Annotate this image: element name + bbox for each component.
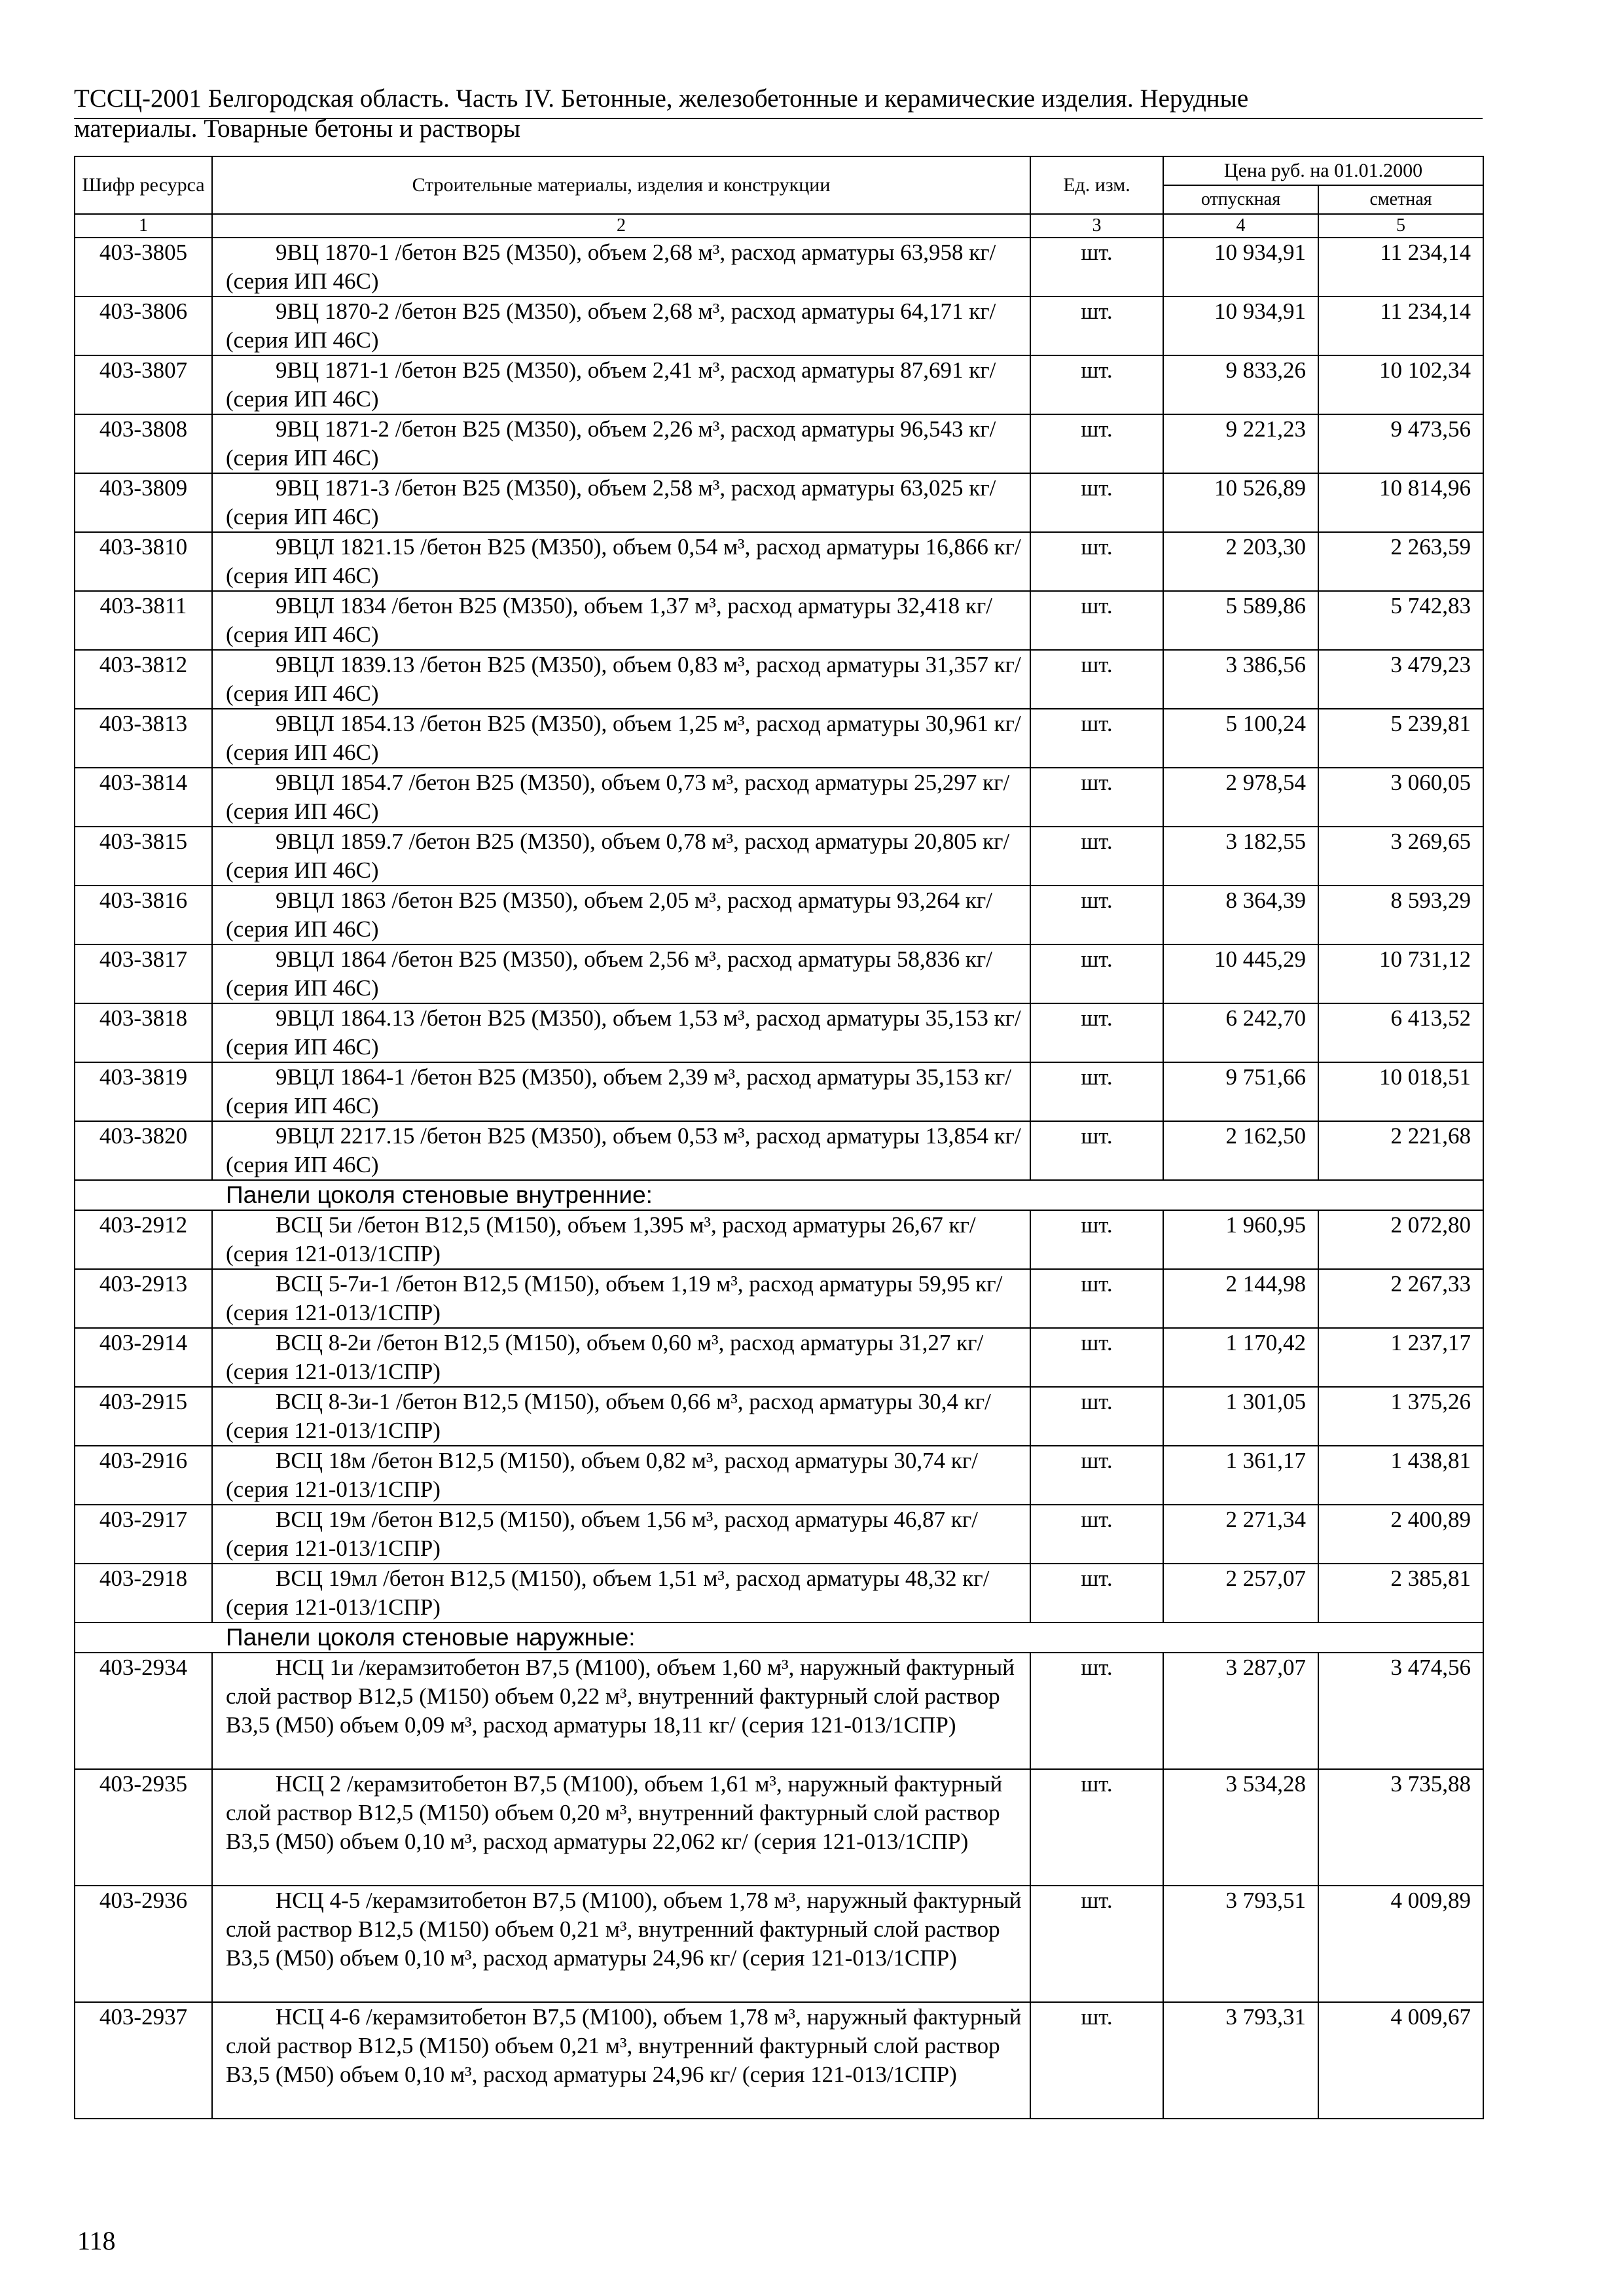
table-row [75, 1003, 1483, 1062]
estimate-price: 3 474,56 [1318, 1653, 1483, 1769]
table-row [75, 238, 1483, 296]
table-row [75, 414, 1483, 473]
resource-description: ВСЦ 18м /бетон В12,5 (М150), объем 0,82 м³, расход арматуры 30,74 кг/ (серия 121-013/1СПР) [212, 1446, 1030, 1505]
header-release-price: отпускная [1163, 185, 1318, 214]
table-row [75, 944, 1483, 1003]
estimate-price: 2 072,80 [1318, 1210, 1483, 1269]
resource-code: 403-3805 [75, 238, 212, 296]
resource-description: НСЦ 4-5 /керамзитобетон В7,5 (М100), объем 1,78 м³, наружный фактурный слой раствор В12,5 (М150) объем 0,21 м³, внутренний фактурный слой раствор В3,5 (М50) объем 0,10 м³, расход арматуры 24,96 кг/ (серия 121-013/1СПР) [212, 1886, 1030, 2002]
resource-code: 403-2916 [75, 1446, 212, 1505]
release-price: 3 386,56 [1163, 650, 1318, 709]
resource-code: 403-3816 [75, 886, 212, 944]
unit-of-measure: шт. [1030, 650, 1163, 709]
resource-description: 9ВЦ 1870-1 /бетон В25 (М350), объем 2,68 м³, расход арматуры 63,958 кг/ (серия ИП 46С) [212, 238, 1030, 296]
section-heading-row [75, 1623, 1483, 1653]
estimate-price: 4 009,67 [1318, 2002, 1483, 2119]
resource-description: ВСЦ 8-2и /бетон В12,5 (М150), объем 0,60 м³, расход арматуры 31,27 кг/ (серия 121-013/1СПР) [212, 1328, 1030, 1387]
document-title [74, 84, 1481, 144]
unit-of-measure: шт. [1030, 296, 1163, 355]
resource-code: 403-3808 [75, 414, 212, 473]
resource-description: НСЦ 2 /керамзитобетон В7,5 (М100), объем 1,61 м³, наружный фактурный слой раствор В12,5 (М150) объем 0,20 м³, внутренний фактурный слой раствор В3,5 (М50) объем 0,10 м³, расход арматуры 22,062 кг/ (серия 121-013/1СПР) [212, 1769, 1030, 1886]
unit-of-measure: шт. [1030, 532, 1163, 591]
section-heading: Панели цоколя стеновые наружные: [75, 1623, 1483, 1653]
column-number-row [75, 214, 1483, 238]
table-row [75, 591, 1483, 650]
title-rule [74, 118, 1483, 119]
release-price: 8 364,39 [1163, 886, 1318, 944]
estimate-price: 1 375,26 [1318, 1387, 1483, 1446]
resource-code: 403-3817 [75, 944, 212, 1003]
resource-description: 9ВЦЛ 1834 /бетон В25 (М350), объем 1,37 м³, расход арматуры 32,418 кг/ (серия ИП 46С) [212, 591, 1030, 650]
unit-of-measure: шт. [1030, 238, 1163, 296]
table-row [75, 1446, 1483, 1505]
section-heading: Панели цоколя стеновые внутренние: [75, 1180, 1483, 1210]
resource-code: 403-2917 [75, 1505, 212, 1564]
resource-code: 403-3811 [75, 591, 212, 650]
estimate-price: 2 263,59 [1318, 532, 1483, 591]
resource-code: 403-2918 [75, 1564, 212, 1623]
unit-of-measure: шт. [1030, 355, 1163, 414]
unit-of-measure: шт. [1030, 1653, 1163, 1769]
header-unit: Ед. изм. [1030, 156, 1163, 214]
release-price: 9 751,66 [1163, 1062, 1318, 1121]
resource-code: 403-3818 [75, 1003, 212, 1062]
estimate-price: 6 413,52 [1318, 1003, 1483, 1062]
table-row [75, 355, 1483, 414]
estimate-price: 2 385,81 [1318, 1564, 1483, 1623]
unit-of-measure: шт. [1030, 1446, 1163, 1505]
release-price: 3 793,51 [1163, 1886, 1318, 2002]
estimate-price: 3 060,05 [1318, 768, 1483, 827]
resource-description: 9ВЦЛ 1859.7 /бетон В25 (М350), объем 0,78 м³, расход арматуры 20,805 кг/ (серия ИП 46С) [212, 827, 1030, 886]
unit-of-measure: шт. [1030, 709, 1163, 768]
unit-of-measure: шт. [1030, 1121, 1163, 1180]
unit-of-measure: шт. [1030, 1328, 1163, 1387]
unit-of-measure: шт. [1030, 591, 1163, 650]
resource-description: 9ВЦЛ 1863 /бетон В25 (М350), объем 2,05 м³, расход арматуры 93,264 кг/ (серия ИП 46С) [212, 886, 1030, 944]
resource-description: 9ВЦ 1871-2 /бетон В25 (М350), объем 2,26 м³, расход арматуры 96,543 кг/ (серия ИП 46С) [212, 414, 1030, 473]
resource-description: НСЦ 1и /керамзитобетон В7,5 (М100), объем 1,60 м³, наружный фактурный слой раствор В12,5 (М150) объем 0,22 м³, внутренний фактурный слой раствор В3,5 (М50) объем 0,09 м³, расход арматуры 18,11 кг/ (серия 121-013/1СПР) [212, 1653, 1030, 1769]
column-number: 4 [1163, 214, 1318, 238]
release-price: 3 793,31 [1163, 2002, 1318, 2119]
unit-of-measure: шт. [1030, 1003, 1163, 1062]
resource-description: 9ВЦЛ 2217.15 /бетон В25 (М350), объем 0,53 м³, расход арматуры 13,854 кг/ (серия ИП 46С) [212, 1121, 1030, 1180]
release-price: 5 100,24 [1163, 709, 1318, 768]
resource-description: 9ВЦ 1870-2 /бетон В25 (М350), объем 2,68 м³, расход арматуры 64,171 кг/ (серия ИП 46С) [212, 296, 1030, 355]
resource-code: 403-2937 [75, 2002, 212, 2119]
column-number: 5 [1318, 214, 1483, 238]
resource-description: ВСЦ 5-7и-1 /бетон В12,5 (М150), объем 1,19 м³, расход арматуры 59,95 кг/ (серия 121-013/1СПР) [212, 1269, 1030, 1328]
unit-of-measure: шт. [1030, 827, 1163, 886]
estimate-price: 10 731,12 [1318, 944, 1483, 1003]
estimate-price: 1 438,81 [1318, 1446, 1483, 1505]
release-price: 3 182,55 [1163, 827, 1318, 886]
estimate-price: 4 009,89 [1318, 1886, 1483, 2002]
table-row [75, 1062, 1483, 1121]
estimate-price: 5 742,83 [1318, 591, 1483, 650]
resource-description: 9ВЦЛ 1854.7 /бетон В25 (М350), объем 0,73 м³, расход арматуры 25,297 кг/ (серия ИП 46С) [212, 768, 1030, 827]
table-row [75, 1387, 1483, 1446]
estimate-price: 9 473,56 [1318, 414, 1483, 473]
table-row [75, 886, 1483, 944]
release-price: 2 162,50 [1163, 1121, 1318, 1180]
resource-code: 403-2934 [75, 1653, 212, 1769]
unit-of-measure: шт. [1030, 1505, 1163, 1564]
resource-code: 403-2935 [75, 1769, 212, 1886]
table-row [75, 650, 1483, 709]
release-price: 9 221,23 [1163, 414, 1318, 473]
release-price: 10 934,91 [1163, 238, 1318, 296]
document-title-line-2: материалы. Товарные бетоны и растворы [74, 115, 521, 143]
release-price: 5 589,86 [1163, 591, 1318, 650]
resource-code: 403-2914 [75, 1328, 212, 1387]
column-number: 2 [212, 214, 1030, 238]
table-row [75, 1653, 1483, 1769]
unit-of-measure: шт. [1030, 1269, 1163, 1328]
resource-code: 403-3806 [75, 296, 212, 355]
resource-description: ВСЦ 5и /бетон В12,5 (М150), объем 1,395 м³, расход арматуры 26,67 кг/ (серия 121-013/1СПР) [212, 1210, 1030, 1269]
release-price: 2 144,98 [1163, 1269, 1318, 1328]
resource-code: 403-2913 [75, 1269, 212, 1328]
release-price: 2 978,54 [1163, 768, 1318, 827]
release-price: 2 271,34 [1163, 1505, 1318, 1564]
release-price: 10 934,91 [1163, 296, 1318, 355]
estimate-price: 11 234,14 [1318, 238, 1483, 296]
table-row [75, 768, 1483, 827]
estimate-price: 10 102,34 [1318, 355, 1483, 414]
unit-of-measure: шт. [1030, 886, 1163, 944]
table-row [75, 1210, 1483, 1269]
release-price: 1 361,17 [1163, 1446, 1318, 1505]
unit-of-measure: шт. [1030, 1769, 1163, 1886]
release-price: 1 960,95 [1163, 1210, 1318, 1269]
unit-of-measure: шт. [1030, 768, 1163, 827]
estimate-price: 8 593,29 [1318, 886, 1483, 944]
unit-of-measure: шт. [1030, 944, 1163, 1003]
resource-code: 403-3807 [75, 355, 212, 414]
release-price: 10 445,29 [1163, 944, 1318, 1003]
estimate-price: 3 269,65 [1318, 827, 1483, 886]
table-row [75, 1505, 1483, 1564]
resource-description: 9ВЦ 1871-1 /бетон В25 (М350), объем 2,41 м³, расход арматуры 87,691 кг/ (серия ИП 46С) [212, 355, 1030, 414]
estimate-price: 2 221,68 [1318, 1121, 1483, 1180]
resource-code: 403-3812 [75, 650, 212, 709]
table-row [75, 1328, 1483, 1387]
table-row [75, 473, 1483, 532]
unit-of-measure: шт. [1030, 1564, 1163, 1623]
estimate-price: 10 018,51 [1318, 1062, 1483, 1121]
resource-code: 403-3819 [75, 1062, 212, 1121]
resource-description: НСЦ 4-6 /керамзитобетон В7,5 (М100), объем 1,78 м³, наружный фактурный слой раствор В12,5 (М150) объем 0,21 м³, внутренний фактурный слой раствор В3,5 (М50) объем 0,10 м³, расход арматуры 24,96 кг/ (серия 121-013/1СПР) [212, 2002, 1030, 2119]
table-row [75, 827, 1483, 886]
release-price: 9 833,26 [1163, 355, 1318, 414]
table-row [75, 296, 1483, 355]
price-table-header [75, 156, 1483, 238]
unit-of-measure: шт. [1030, 2002, 1163, 2119]
price-table [74, 156, 1484, 2119]
header-price: Цена руб. на 01.01.2000 [1163, 156, 1483, 185]
document-title-line-1: ТССЦ-2001 Белгородская область. Часть IV. Бетонные, железобетонные и керамические изделия. Нерудные [74, 84, 1249, 113]
resource-code: 403-3809 [75, 473, 212, 532]
estimate-price: 10 814,96 [1318, 473, 1483, 532]
resource-code: 403-3813 [75, 709, 212, 768]
resource-code: 403-2936 [75, 1886, 212, 2002]
estimate-price: 11 234,14 [1318, 296, 1483, 355]
unit-of-measure: шт. [1030, 473, 1163, 532]
estimate-price: 2 400,89 [1318, 1505, 1483, 1564]
resource-description: 9ВЦЛ 1864.13 /бетон В25 (М350), объем 1,53 м³, расход арматуры 35,153 кг/ (серия ИП 46С) [212, 1003, 1030, 1062]
resource-description: 9ВЦ 1871-3 /бетон В25 (М350), объем 2,58 м³, расход арматуры 63,025 кг/ (серия ИП 46С) [212, 473, 1030, 532]
resource-description: ВСЦ 19мл /бетон В12,5 (М150), объем 1,51 м³, расход арматуры 48,32 кг/ (серия 121-013/1СПР) [212, 1564, 1030, 1623]
table-row [75, 709, 1483, 768]
resource-code: 403-3814 [75, 768, 212, 827]
estimate-price: 5 239,81 [1318, 709, 1483, 768]
header-description: Строительные материалы, изделия и конструкции [212, 156, 1030, 214]
release-price: 3 534,28 [1163, 1769, 1318, 1886]
resource-code: 403-3810 [75, 532, 212, 591]
table-row [75, 2002, 1483, 2119]
table-row [75, 1886, 1483, 2002]
estimate-price: 1 237,17 [1318, 1328, 1483, 1387]
table-row [75, 1269, 1483, 1328]
page-number: 118 [77, 2226, 116, 2255]
release-price: 10 526,89 [1163, 473, 1318, 532]
resource-description: 9ВЦЛ 1854.13 /бетон В25 (М350), объем 1,25 м³, расход арматуры 30,961 кг/ (серия ИП 46С) [212, 709, 1030, 768]
resource-description: 9ВЦЛ 1864-1 /бетон В25 (М350), объем 2,39 м³, расход арматуры 35,153 кг/ (серия ИП 46С) [212, 1062, 1030, 1121]
estimate-price: 2 267,33 [1318, 1269, 1483, 1328]
unit-of-measure: шт. [1030, 1886, 1163, 2002]
column-number: 1 [75, 214, 212, 238]
resource-code: 403-3820 [75, 1121, 212, 1180]
unit-of-measure: шт. [1030, 414, 1163, 473]
table-row [75, 1564, 1483, 1623]
table-row [75, 1121, 1483, 1180]
table-row [75, 532, 1483, 591]
release-price: 3 287,07 [1163, 1653, 1318, 1769]
resource-code: 403-3815 [75, 827, 212, 886]
unit-of-measure: шт. [1030, 1387, 1163, 1446]
header-code: Шифр ресурса [75, 156, 212, 214]
unit-of-measure: шт. [1030, 1210, 1163, 1269]
resource-description: ВСЦ 19м /бетон В12,5 (М150), объем 1,56 м³, расход арматуры 46,87 кг/ (серия 121-013/1СПР) [212, 1505, 1030, 1564]
resource-description: 9ВЦЛ 1839.13 /бетон В25 (М350), объем 0,83 м³, расход арматуры 31,357 кг/ (серия ИП 46С) [212, 650, 1030, 709]
release-price: 2 257,07 [1163, 1564, 1318, 1623]
resource-description: 9ВЦЛ 1821.15 /бетон В25 (М350), объем 0,54 м³, расход арматуры 16,866 кг/ (серия ИП 46С) [212, 532, 1030, 591]
resource-code: 403-2915 [75, 1387, 212, 1446]
release-price: 1 170,42 [1163, 1328, 1318, 1387]
table-row [75, 1769, 1483, 1886]
resource-description: ВСЦ 8-3и-1 /бетон В12,5 (М150), объем 0,66 м³, расход арматуры 30,4 кг/ (серия 121-013/1СПР) [212, 1387, 1030, 1446]
release-price: 2 203,30 [1163, 532, 1318, 591]
estimate-price: 3 479,23 [1318, 650, 1483, 709]
release-price: 1 301,05 [1163, 1387, 1318, 1446]
estimate-price: 3 735,88 [1318, 1769, 1483, 1886]
unit-of-measure: шт. [1030, 1062, 1163, 1121]
resource-description: 9ВЦЛ 1864 /бетон В25 (М350), объем 2,56 м³, расход арматуры 58,836 кг/ (серия ИП 46С) [212, 944, 1030, 1003]
section-heading-row [75, 1180, 1483, 1210]
release-price: 6 242,70 [1163, 1003, 1318, 1062]
column-number: 3 [1030, 214, 1163, 238]
price-table-body [75, 238, 1483, 2119]
header-estimate-price: сметная [1318, 185, 1483, 214]
resource-code: 403-2912 [75, 1210, 212, 1269]
